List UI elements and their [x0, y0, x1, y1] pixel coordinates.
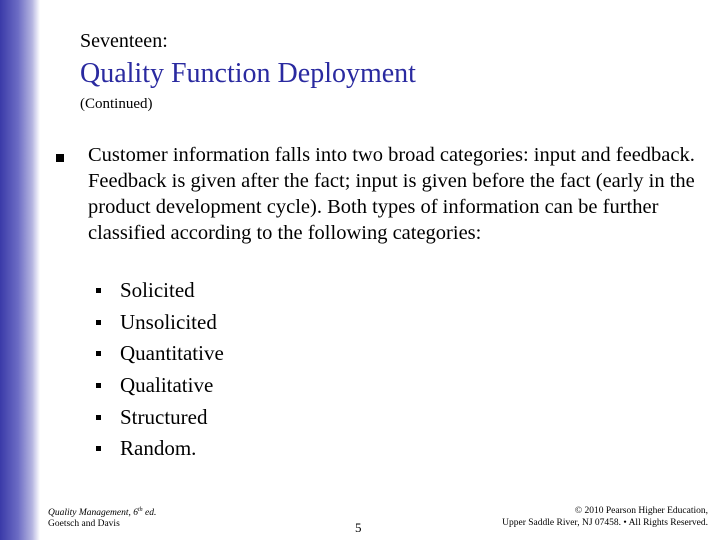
list-item-label: Unsolicited — [120, 309, 217, 334]
footer-edition-suffix: ed. — [142, 508, 157, 519]
square-bullet-icon — [96, 383, 101, 388]
main-bullet-icon — [56, 154, 64, 162]
list-item-label: Solicited — [120, 278, 195, 302]
copyright-line-2: Upper Saddle River, NJ 07458. • All Rights Reserved. — [502, 518, 708, 528]
list-item-label: Quantitative — [120, 341, 224, 366]
list-item-label: Structured — [120, 404, 208, 429]
copyright-line-1: © 2010 Pearson Higher Education, — [574, 506, 708, 516]
square-bullet-icon — [96, 320, 101, 325]
footer-authors: Goetsch and Davis — [48, 519, 120, 529]
square-bullet-icon — [96, 351, 101, 356]
body-paragraph: Customer information falls into two broad categories: input and feedback. Feedback is given after the fact; input is given before the fact (early in the product development cycle). Both types of information can be further classified according to the following categories: — [88, 144, 695, 244]
slide-title: Quality Function Deployment — [80, 58, 416, 89]
footer-copyright — [502, 505, 708, 529]
square-bullet-icon — [96, 415, 101, 420]
footer-book-title — [48, 507, 156, 518]
list-item-label: Qualitative — [120, 373, 214, 398]
list-item-label: Random. — [120, 436, 197, 461]
square-bullet-icon — [96, 446, 101, 451]
footer-book-name: Quality Management, 6 — [48, 508, 138, 519]
slide-subtitle: (Continued) — [80, 96, 153, 112]
square-bullet-icon — [96, 288, 101, 293]
footer-edition-sup: th — [137, 507, 143, 513]
page-number: 5 — [355, 520, 362, 535]
side-gradient-bar — [0, 0, 40, 540]
chapter-label: Seventeen: — [80, 30, 168, 52]
